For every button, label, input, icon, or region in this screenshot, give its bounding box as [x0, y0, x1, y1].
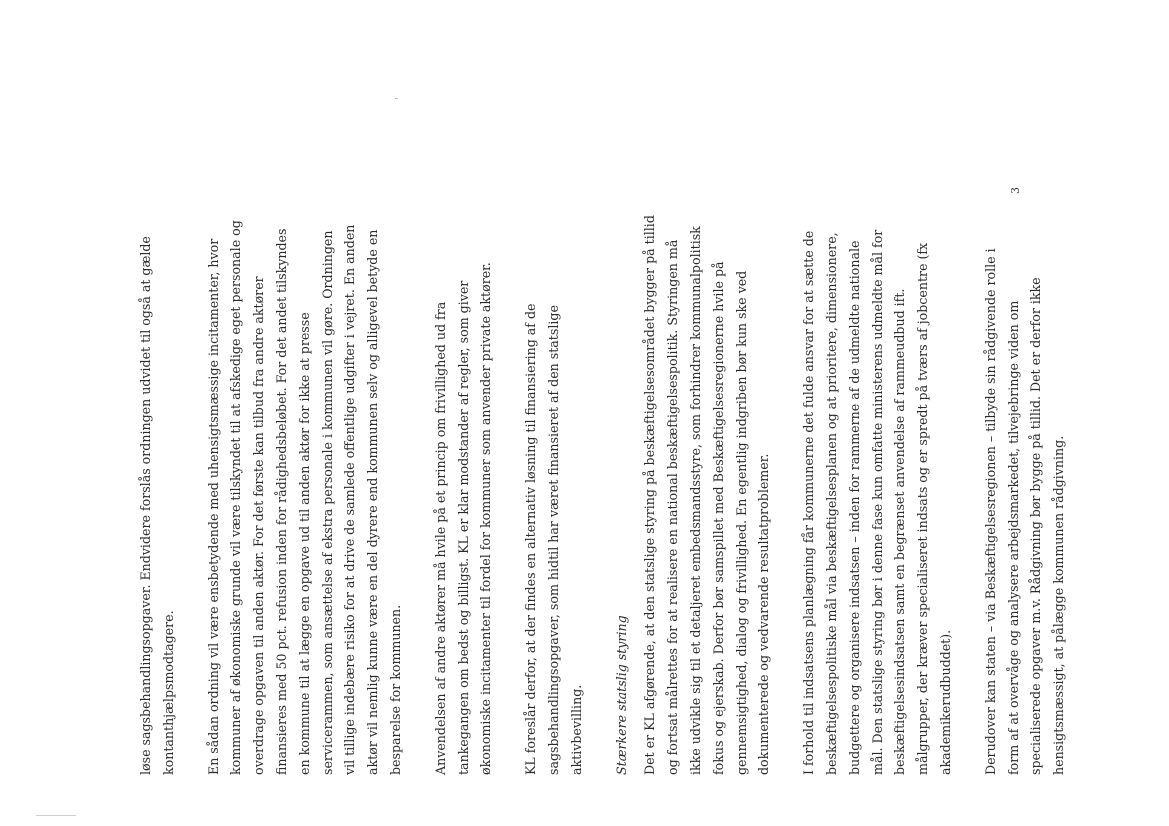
section-paragraph-1: Det er KL afgørende, at den statslige styring på beskæftigelsesområdet bygger på tillid og fortsat målrettes for at realisere en national beskæftigelsespolitik. Styringen må ikke udvikle sig til et detaljeret embedsmandsstyre, som forhindrer kommunalpolitisk fokus og ejerskab. Derfor bør samspillet med Beskæftigelsesregionerne hvile på gennemsigtighed, dialog og frivillighed. En egentlig indgriben bør kun ske ved dokumenterede og vedvarende resultatproblemer.: [642, 215, 772, 775]
section-paragraph-2: I forhold til indsatsens planlægning får kommunerne det fulde ansvar for at sætte de beskæftigelsespolitiske mål via beskæftigelsesplanen og at prioritere, dimensionere, budgettere og organisere indsatsen – inden for rammerne af de udmeldte nationale mål. Den statslige styring bør i denne fase kun omfatte ministerens udmeldte mål for beskæftigelsesindsatsen samt en begrænset anvendelse af rammeudbud ift. målgrupper, der kræver specialiseret indsats og er spredt på tværs af jobcentre (fx akademikerudbuddet).: [801, 229, 953, 775]
paragraph-3: Anvendelsen af andre aktører må hvile på et princip om frivillighed ud fra tankegangen om bedst og billigst. KL er klar modstander af regler, som giver økonomiske incitamenter til fordel for kommuner som anvender private aktører.: [432, 262, 494, 775]
scan-edge-mark: [36, 815, 76, 816]
paragraph-1: løse sagsbehandlingsopgaver. Endvidere forslås ordningen udvidet til også at gælde kontanthjælpsmodtagere.: [138, 236, 176, 775]
body-text: [135, 215, 1067, 775]
scan-artifact: [395, 98, 398, 99]
page-number: 3: [1009, 187, 1022, 194]
paragraph-4: KL foreslår derfor, at der findes en alternativ løsning til finansiering af de sagsbehandlingsopgaver, som hidtil har været finansieret af den statslige aktivbevilling.: [523, 303, 584, 775]
paragraph-2: En sådan ordning vil være ensbetydende med uhensigtsmæssige incitamenter, hvor kommuner af økonomiske grunde vil være tilskyndet til at afskedige eget personale og overdrage opgaven til anden aktør. For det første kan tilbud fra andre aktører finansieres med 50 pct. refusion inden for rådighedsbeløbet. For det andet tilskyndes en kommune til at lægge en opgave ud til anden aktør for ikke at presse servicerammen, som ansættelse af ekstra personale i kommunen vil gøre. Ordningen vil tillige indebære risiko for at drive de samlede offentlige udgifter i vejret. En anden aktør vil nemlig kunne være en del dyrere end kommunen selv og alligevel betyde en besparelse for kommunen.: [205, 220, 403, 775]
section-paragraph-3: Derudover kan staten – via Beskæftigelsesregionen – tilbyde sin rådgivende rolle i form af at overvåge og analysere arbejdsmarkedet, tilvejebringe viden om specialiserede opgaver m.v. Rådgivning bør bygge på tillid. Det er derfor ikke hensigtsmæssigt, at pålægge kommunen rådgivning.: [982, 248, 1067, 775]
section-heading: Stærkere statslig styring: [613, 615, 629, 775]
